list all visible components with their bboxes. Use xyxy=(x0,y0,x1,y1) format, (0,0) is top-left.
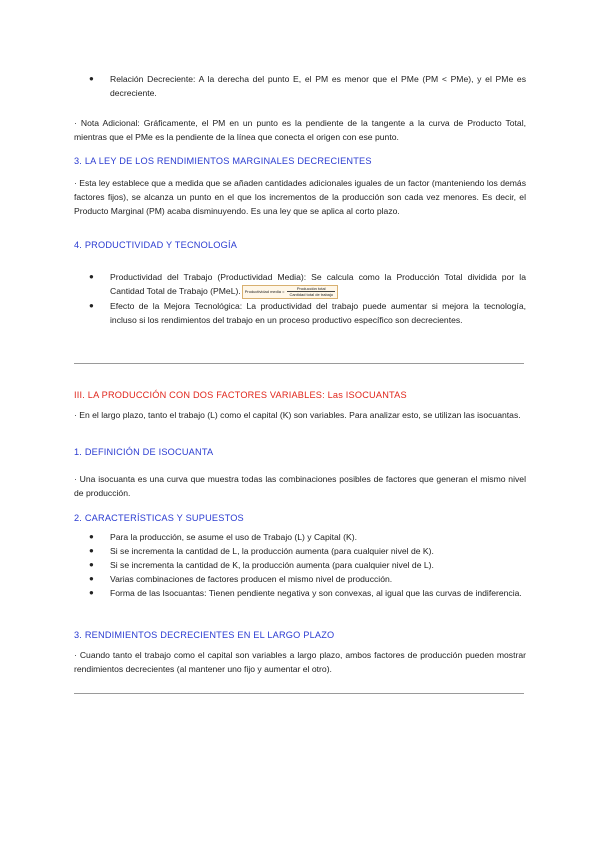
list-item-text: Si se incrementa la cantidad de L, la producción aumenta (para cualquier nivel de K). xyxy=(110,546,434,556)
characteristics-heading: 2. CARACTERÍSTICAS Y SUPUESTOS xyxy=(74,513,244,523)
list-item xyxy=(74,586,526,600)
formula-denominator: Cantidad total de trabajo xyxy=(289,291,334,297)
formula-lhs: Productividad media = xyxy=(244,288,285,294)
list-item xyxy=(74,72,526,100)
list-item-text: Relación Decreciente: A la derecha del punto E, el PM es menor que el PMe (PM < PMe), y el PMe es decreciente. xyxy=(110,74,526,98)
productivity-formula xyxy=(242,285,338,299)
list-item-text: Varias combinaciones de factores producen el mismo nivel de producción. xyxy=(110,574,393,584)
definition-text: · Una isocuanta es una curva que muestra todas las combinaciones posibles de factores que generan el mismo nivel de producción. xyxy=(74,474,526,498)
list-item xyxy=(74,544,526,558)
formula-fraction xyxy=(287,286,335,297)
bullet-icon: ● xyxy=(89,300,94,310)
list-item xyxy=(74,558,526,572)
returns-text: · Cuando tanto el trabajo como el capital son variables a largo plazo, ambos factores de producción pueden mostrar rendimientos decrecientes (al mantener uno fijo y aumentar el otro). xyxy=(74,650,526,674)
section-4-list xyxy=(74,270,526,327)
list-item-text: Productividad del Trabajo (Productividad Media): Se calcula como la Producción Total dividida por la Cantidad Total de Trabajo (PMeL). xyxy=(110,272,526,296)
bullet-icon: ● xyxy=(89,74,94,83)
list-item-text: Si se incrementa la cantidad de K, la producción aumenta (para cualquier nivel de L). xyxy=(110,560,434,570)
bullet-icon: ● xyxy=(89,560,94,569)
part-3-intro: · En el largo plazo, tanto el trabajo (L) como el capital (K) son variables. Para analizar esto, se utilizan las isocuantas. xyxy=(74,410,521,420)
bullet-icon: ● xyxy=(89,532,94,541)
section-4-heading: 4. PRODUCTIVIDAD Y TECNOLOGÍA xyxy=(74,240,238,250)
list-item-text: Forma de las Isocuantas: Tienen pendiente negativa y son convexas, al igual que las curvas de indiferencia. xyxy=(110,588,522,598)
characteristics-list xyxy=(74,530,526,600)
list-item xyxy=(74,270,526,299)
section-3-heading: 3. LA LEY DE LOS RENDIMIENTOS MARGINALES DECRECIENTES xyxy=(74,156,372,166)
definition-heading: 1. DEFINICIÓN DE ISOCUANTA xyxy=(74,447,214,457)
section-3-text: · Esta ley establece que a medida que se añaden cantidades adicionales iguales de un factor (manteniendo los demás factores fijos), se alcanza un punto en el que los incrementos de la producción son cada vez menores. Es decir, el Producto Marginal (PM) acaba disminuyendo. Es una ley que se aplica al corto plazo. xyxy=(74,178,526,216)
list-item-text: Para la producción, se asume el uso de Trabajo (L) y Capital (K). xyxy=(110,532,357,542)
list-item xyxy=(74,572,526,586)
top-bullet-list xyxy=(74,72,526,100)
formula-numerator: Producción total xyxy=(287,286,335,292)
list-item xyxy=(74,530,526,544)
nota-adicional: · Nota Adicional: Gráficamente, el PM en un punto es la pendiente de la tangente a la curva de Producto Total, mientras que el PMe es la pendiente de la línea que conecta el origen con ese punto. xyxy=(74,118,526,142)
bullet-icon: ● xyxy=(89,546,94,555)
divider xyxy=(74,693,524,694)
bullet-icon: ● xyxy=(89,272,94,281)
bullet-icon: ● xyxy=(89,574,94,583)
returns-heading: 3. RENDIMIENTOS DECRECIENTES EN EL LARGO PLAZO xyxy=(74,630,335,640)
list-item-text: Efecto de la Mejora Tecnológica: La productividad del trabajo puede aumentar si mejora la tecnología, incluso si los rendimientos del trabajo en un proceso productivo específico son decrecientes. xyxy=(110,300,526,325)
list-item xyxy=(74,299,526,327)
part-3-heading: III. LA PRODUCCIÓN CON DOS FACTORES VARIABLES: Las ISOCUANTAS xyxy=(74,390,407,400)
bullet-icon: ● xyxy=(89,588,94,597)
divider xyxy=(74,363,524,364)
